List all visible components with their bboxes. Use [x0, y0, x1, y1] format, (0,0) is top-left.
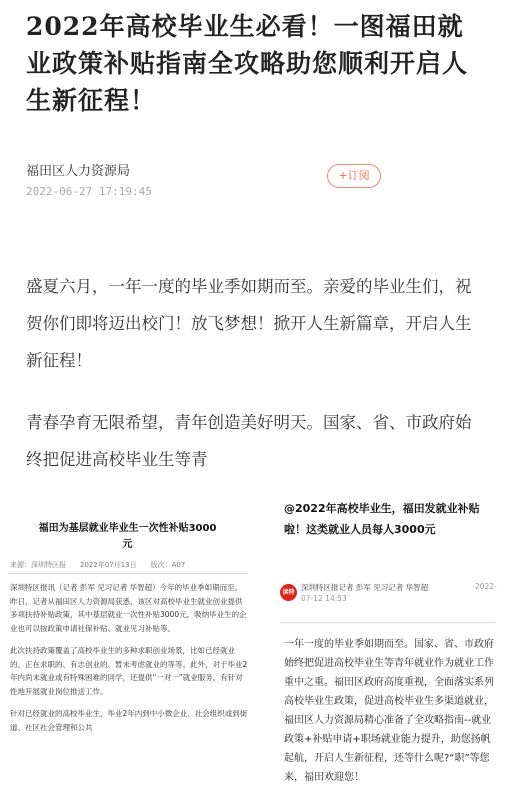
newspaper-clipping-image: [0, 515, 255, 810]
publish-time: 2022-06-27 17:19:45: [26, 185, 152, 198]
clipping-text: [10, 581, 248, 743]
clipping-title-line: 福田为基层就业毕业生一次性补贴3000: [38, 523, 217, 534]
clipping-paragraph: 深圳特区报讯（记者 彭军 见习记者 华智超）今年的毕业季如期而至。昨日，记者从福田区人力资源局获悉，该区对高校毕业生就业创业提供多项扶持补贴政策，其中基层就业一次性补贴3000元，吸纳毕业生的企业也可以按政策申请社保补贴、就业见习补贴等。: [10, 583, 247, 633]
article-title: 2022年高校毕业生必看！一图福田就业政策补贴指南全攻略助您顺利开启人生新征程！: [26, 12, 469, 115]
clipping-source: 来源：深圳特区报: [10, 561, 66, 569]
app-article-image: [268, 492, 505, 810]
app-article-author: 深圳特区报记者 彭军 见习记者 华智超: [301, 583, 429, 592]
dute-logo-icon: 读特: [280, 584, 297, 601]
app-article-title: @2022年高校毕业生，福田发就业补贴啦！这类就业人员每人3000元: [284, 502, 480, 536]
article-body: [26, 268, 482, 496]
clipping-title-line: 元: [122, 539, 133, 550]
clipping-date: 2022年07月13日: [80, 561, 137, 569]
clipping-divider: [8, 573, 248, 574]
clipping-edition: 版次：A07: [150, 561, 186, 569]
clipping-meta: [10, 560, 250, 570]
app-article-divider: [280, 622, 495, 623]
article-paragraph: 盛夏六月，一年一度的毕业季如期而至。亲爱的毕业生们，祝贺你们即将迈出校门！放飞梦想！掀开人生新篇章，开启人生新征程！: [26, 277, 472, 370]
article-paragraph: 青春孕育无限希望，青年创造美好明天。国家、省、市政府始终把促进高校毕业生等青: [26, 413, 472, 469]
clipping-title: [0, 521, 255, 553]
subscribe-button[interactable]: +订阅: [327, 164, 381, 188]
app-article-author-row: [280, 582, 502, 612]
app-article-date: 2022-: [475, 582, 497, 591]
clipping-paragraph: 此次扶持政策覆盖了高校毕业生的多种求职创业场景，比如已经就业的、正在求职的、有志创业的、暂未考虑就业的等等。此外，对于毕业2年内尚未就业或有特殊困难的同学，还提供“一对一”就业服务，有针对性地开展就业岗位推送工作。: [10, 646, 248, 696]
publisher-name[interactable]: 福田区人力资源局: [26, 164, 131, 179]
app-article-date: 07-12 14:53: [301, 594, 347, 603]
app-article-body: 一年一度的毕业季如期而至。国家、省、市政府始终把促进高校毕业生等青年就业作为就业工作重中之重。福田区政府高度重视，全面落实系列高校毕业生政策，促进高校毕业生多渠道就业，福田区人力资源局精心准备了全攻略指南--就业政策+补贴申请+职场就业能力提升，助您扬帆起航，开启人生新征程，还等什么呢?“职”等您来，福田欢迎您！: [284, 639, 494, 783]
clipping-paragraph: 针对已经就业的高校毕业生，毕业2年内到中小微企业、社会组织或到街道、社区社会管理和公共: [10, 709, 248, 732]
